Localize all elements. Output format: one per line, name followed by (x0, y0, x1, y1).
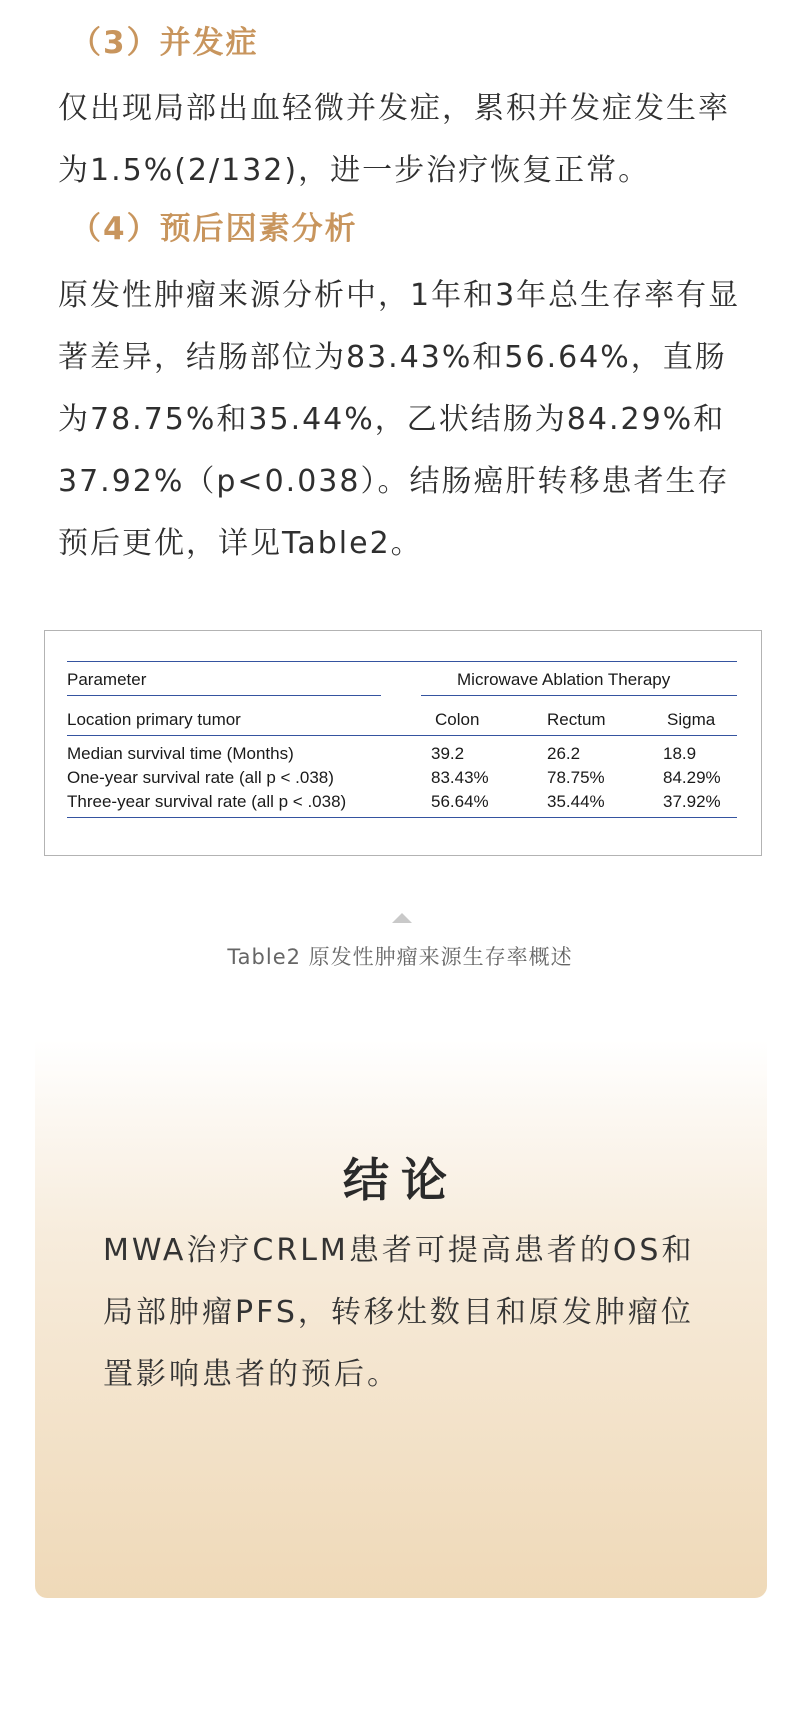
table-row-header: Location primary tumor (67, 710, 241, 729)
table-cell: 26.2 (547, 744, 581, 763)
table-param-header: Parameter (67, 670, 147, 689)
table-row-label: One-year survival rate (all p < .038) (67, 768, 334, 787)
table-col-sigma: Sigma (667, 710, 716, 729)
table-cell: 78.75% (547, 768, 605, 787)
conclusion-panel (35, 1040, 767, 1598)
table-caption: Table2 原发性肿瘤来源生存率概述 (227, 945, 573, 969)
caption-up-arrow-icon (392, 913, 412, 923)
survival-table (44, 630, 762, 856)
table-group-header: Microwave Ablation Therapy (457, 670, 671, 689)
conclusion-text: MWA治疗CRLM患者可提高患者的OS和局部肿瘤PFS，转移灶数目和原发肿瘤位置影响患者的预后。 (103, 1233, 695, 1392)
table-cell: 83.43% (431, 768, 489, 787)
complications-heading: （3）并发症 (70, 25, 259, 61)
table-cell: 39.2 (431, 744, 465, 763)
table-cell: 84.29% (663, 768, 721, 787)
conclusion-title: 结论 (343, 1153, 459, 1207)
table-cell: 18.9 (663, 744, 697, 763)
table-row-label: Median survival time (Months) (67, 744, 294, 763)
prognosis-heading: （4）预后因素分析 (70, 211, 358, 247)
table-cell: 56.64% (431, 792, 489, 811)
complications-text: 仅出现局部出血轻微并发症，累积并发症发生率为1.5%(2/132)，进一步治疗恢复正常。 (58, 91, 730, 188)
table-col-rectum: Rectum (547, 710, 606, 729)
prognosis-text: 原发性肿瘤来源分析中，1年和3年总生存率有显著差异，结肠部位为83.43%和56.64%，直肠为78.75%和35.44%，乙状结肠为84.29%和37.92%（p<0.038）。结肠癌肝转移患者生存预后更优，详见Table2。 (58, 278, 741, 561)
table-row-label: Three-year survival rate (all p < .038) (67, 792, 347, 811)
table-cell: 37.92% (663, 792, 721, 811)
table-cell: 35.44% (547, 792, 605, 811)
table-col-colon: Colon (435, 710, 480, 729)
